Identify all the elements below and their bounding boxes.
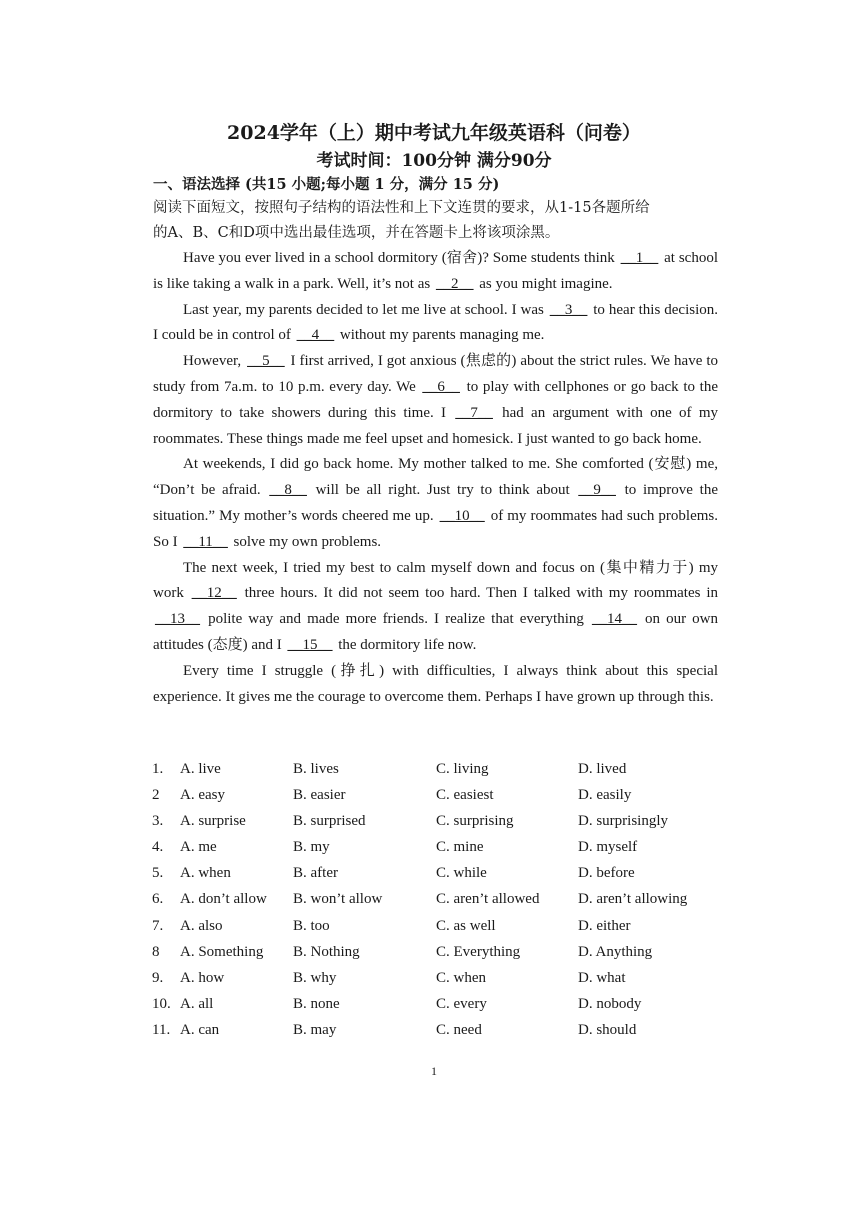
option-d: D. before: [578, 865, 635, 882]
paragraph-2: Last year, my parents decided to let me live at school. I was __3__ to hear this decision. I could be in control of __4__ without my parents managing me.: [153, 301, 719, 344]
question-number: 6.: [152, 891, 164, 908]
blank-7: __7__: [455, 404, 493, 421]
question-row: [152, 970, 732, 996]
option-b: B. why: [293, 969, 337, 986]
question-number: 9.: [152, 969, 164, 986]
paragraph-6: Every time I struggle (挣扎) with difficulties, I always think about this special experience. It gives me the courage to overcome them. Perhaps I have grown up through this.: [153, 662, 718, 705]
option-b: B. won’t allow: [293, 891, 383, 908]
question-number: 3.: [152, 813, 164, 830]
option-c: C. aren’t allowed: [436, 891, 540, 908]
option-b: B. my: [293, 839, 330, 856]
blank-6: __6__: [422, 378, 460, 395]
option-c: C. surprising: [436, 813, 514, 830]
option-b: B. too: [293, 917, 330, 934]
option-d: D. should: [578, 1021, 637, 1038]
question-row: [152, 918, 732, 944]
option-c: C. when: [436, 969, 486, 986]
question-row: [152, 839, 732, 865]
blank-2: __2__: [435, 275, 474, 292]
option-d: D. easily: [578, 787, 632, 804]
question-row: [152, 996, 732, 1022]
instruction-line-2: 的A、B、C和D项中选出最佳选项，并在答题卡上将该项涂黑。: [153, 225, 560, 241]
option-c: C. mine: [436, 839, 484, 856]
blank-10: __10__: [439, 507, 485, 524]
option-a: A. how: [180, 969, 225, 986]
option-b: B. easier: [293, 787, 346, 804]
option-d: D. Anything: [578, 943, 653, 960]
instruction-line-1: 阅读下面短文，按照句子结构的语法性和上下文连贯的要求，从1-15各题所给: [153, 200, 650, 216]
question-number: 1.: [152, 761, 164, 777]
paragraph-4: At weekends, I did go back home. My mother talked to me. She comforted (安慰) me, “Don’t be afraid. __8__ will be all right. Just try to think about __9__ to improve the situation.” My mother’s words cheered me up. __10__ of my roommates had such problems. So I __11__ solve my own problems.: [153, 456, 719, 550]
option-b: B. surprised: [293, 813, 366, 830]
blank-13: __13__: [155, 611, 200, 628]
option-a: A. easy: [180, 787, 225, 804]
option-d: D. either: [578, 917, 631, 934]
option-c: C. as well: [436, 917, 496, 934]
option-d: D. nobody: [578, 995, 642, 1012]
option-d: D. aren’t allowing: [578, 891, 688, 908]
question-row: [152, 787, 732, 813]
blank-9: __9__: [578, 482, 616, 499]
question-number: 7.: [152, 917, 164, 934]
option-a: A. when: [180, 865, 231, 882]
paragraph-3: However, __5__ I first arrived, I got anxious (焦虑的) about the strict rules. We have to study from 7a.m. to 10 p.m. every day. We __6__ to play with cellphones or go back to the dormitory to take showers during this time. I __7__ had an argument with one of my roommates. These things made me feel upset and homesick. I just wanted to go back home.: [153, 353, 719, 447]
option-d: D. myself: [578, 839, 638, 856]
blank-1: __1__: [620, 250, 659, 266]
section-heading: 一、语法选择 (共15 小题;每小题 1 分，满分 15 分): [153, 176, 500, 193]
option-d: D. what: [578, 969, 626, 986]
answer-options: [152, 761, 732, 1048]
option-a: A. live: [180, 761, 221, 777]
paragraph-5: The next week, I tried my best to calm myself down and focus on (集中精力于) my work __12__ three hours. It did not seem too hard. Then I talked with my roommates in __13__ polite way and made more friends. I realize that everything __14__ on our own attitudes (态度) and I __15__ the dormitory life now.: [153, 559, 719, 653]
question-row: [152, 944, 732, 970]
option-b: B. after: [293, 865, 338, 882]
option-a: A. can: [180, 1021, 220, 1038]
option-a: A. me: [180, 839, 217, 856]
option-a: A. surprise: [180, 813, 246, 830]
exam-info: 考试时间：100分钟 满分90分: [316, 151, 552, 171]
option-a: A. also: [180, 917, 223, 934]
page-number: 1: [431, 1064, 437, 1078]
blank-15: __15__: [287, 636, 333, 653]
option-a: A. don’t allow: [180, 891, 267, 908]
option-d: D. surprisingly: [578, 813, 668, 830]
question-number: 5.: [152, 865, 164, 882]
option-c: C. Everything: [436, 943, 521, 960]
question-number: 8: [152, 943, 160, 960]
option-c: C. while: [436, 865, 487, 882]
question-row: [152, 761, 732, 787]
option-b: B. lives: [293, 761, 339, 777]
option-d: D. lived: [578, 761, 627, 777]
option-b: B. none: [293, 995, 340, 1012]
question-row: [152, 865, 732, 891]
blank-12: __12__: [191, 585, 237, 602]
blank-8: __8__: [269, 482, 307, 499]
blank-14: __14__: [591, 611, 637, 628]
option-c: C. living: [436, 761, 489, 777]
option-b: B. Nothing: [293, 943, 360, 960]
option-a: A. Something: [180, 943, 264, 960]
question-row: [152, 891, 732, 917]
page-title: 2024学年（上）期中考试九年级英语科（问卷）: [227, 122, 641, 144]
option-c: C. easiest: [436, 787, 494, 804]
reading-passage: [153, 246, 718, 710]
option-c: C. need: [436, 1021, 482, 1038]
blank-5: __5__: [247, 353, 285, 370]
question-row: [152, 1022, 732, 1048]
blank-3: __3__: [549, 301, 588, 318]
paragraph-1: Have you ever lived in a school dormitory (宿舍)? Some students think __1__ at school is like taking a walk in a park. Well, it’s not as __2__ as you might imagine.: [153, 250, 718, 292]
question-number: 4.: [152, 839, 164, 856]
question-number: 11.: [152, 1021, 171, 1038]
question-row: [152, 813, 732, 839]
option-c: C. every: [436, 995, 487, 1012]
option-b: B. may: [293, 1021, 337, 1038]
question-number: 2: [152, 787, 160, 804]
question-number: 10.: [152, 995, 171, 1012]
blank-4: __4__: [296, 327, 335, 344]
option-a: A. all: [180, 995, 214, 1012]
blank-11: __11__: [183, 533, 228, 550]
